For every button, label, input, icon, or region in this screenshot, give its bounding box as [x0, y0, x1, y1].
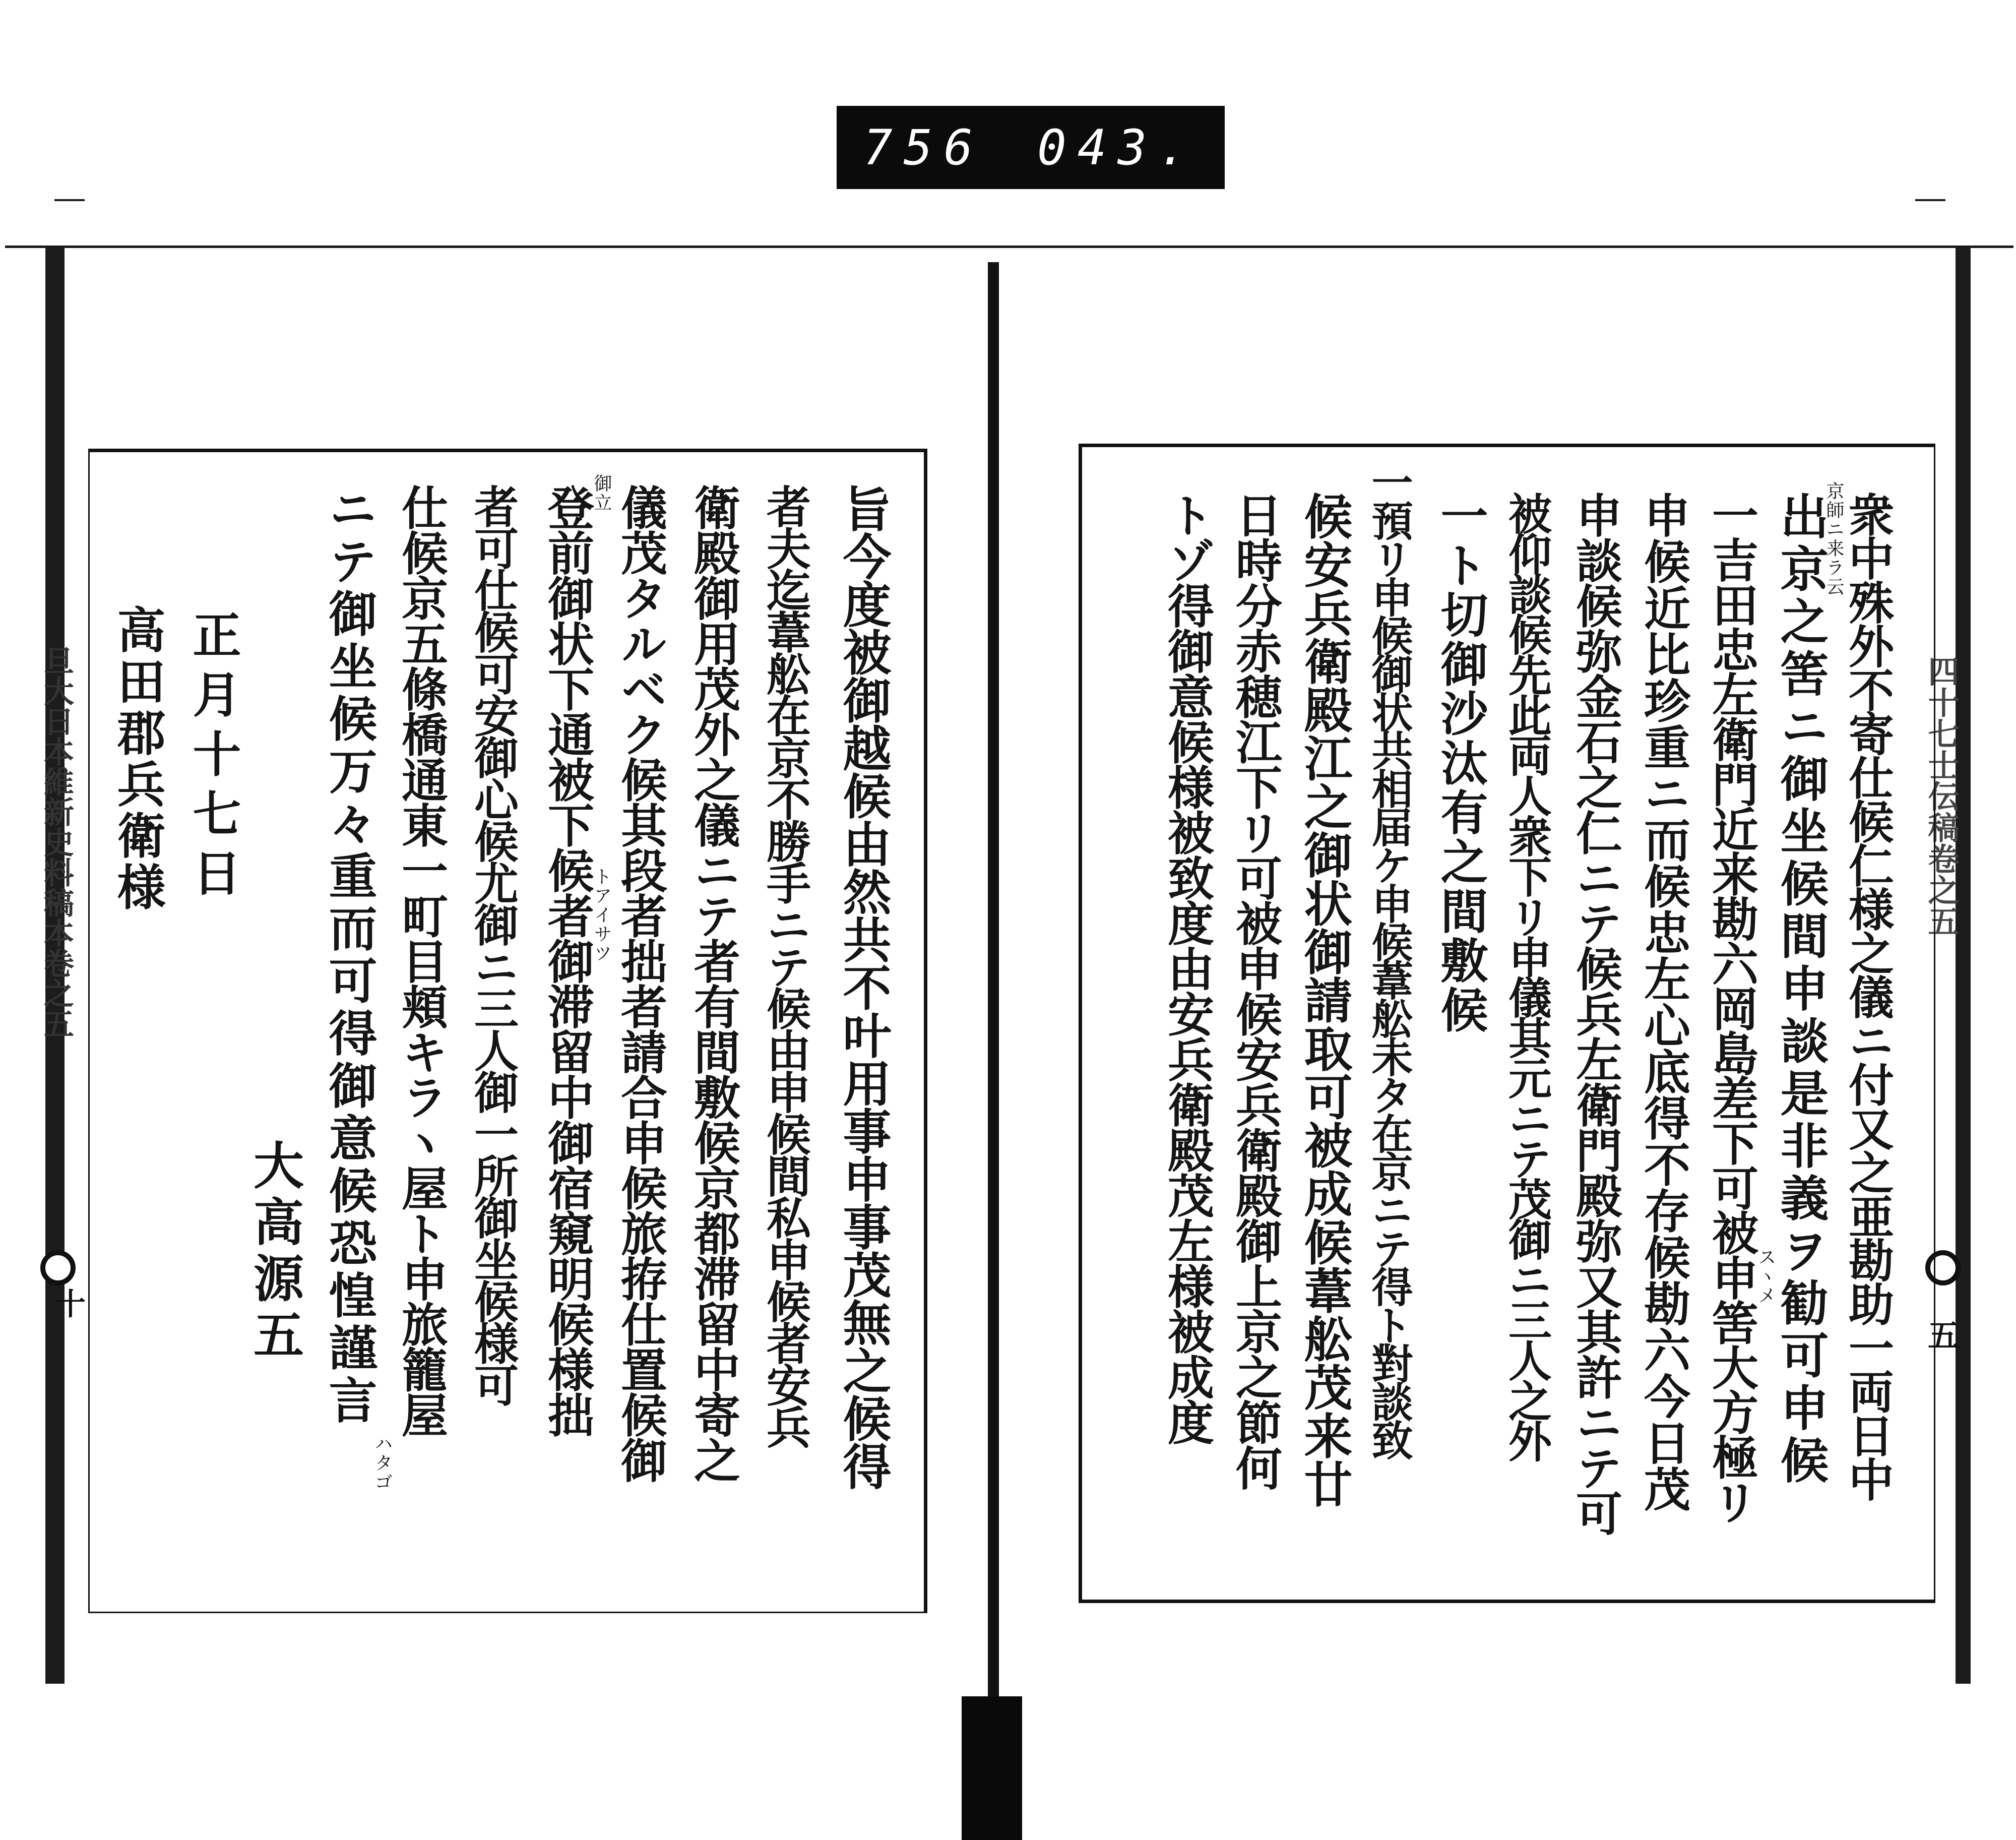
right-col-7: 一ト切御沙汰有之間敷候 — [1432, 492, 1488, 1035]
left-col-6: 者可仕候可安御心候尤御ニ三人御一所御坐候様可 — [467, 484, 520, 1404]
letter-date: 正月十七日 — [185, 610, 242, 907]
right-col-11: トゾ得御意候様被致度由安兵衛殿茂左様被成度 — [1160, 492, 1215, 1444]
left-col-7: 仕候京五條橋通東一町目頬キラヽ屋ト申旅籠屋 — [394, 484, 449, 1437]
top-scan-rule — [5, 246, 2013, 248]
left-margin-mark — [54, 199, 85, 201]
left-col-5: 登前御状下通被下候者御滞留中御宿窺明候様拙 — [540, 484, 595, 1437]
center-spine — [988, 262, 999, 1699]
right-col-10: 日時分赤穂江下リ可被申候安兵衛殿御上京之節何 — [1228, 492, 1283, 1490]
right-spine-label: 四十七士伝稿卷之五 — [1923, 655, 1960, 937]
right-col-2: 出京之筈ニ御坐候間申談是非義ヲ勧可申候 — [1773, 492, 1830, 1488]
left-note-6: トアイサツ — [591, 867, 612, 963]
left-col-3: 衛殿御用茂外之儀ニテ者有間敷候京都滞留中寄之 — [686, 484, 741, 1482]
right-col-5: 申談候弥金石之仁ニテ候兵左衛門殿弥又其許ニテ可 — [1568, 492, 1623, 1535]
left-col-2: 者夫迄葦舩在京不勝手ニテ候由申候間私申候者安兵 — [760, 484, 812, 1446]
frame-id-plate — [837, 106, 1225, 189]
right-col-4: 申候近比珍重ニ而候忠左心底得不存候勘六今日茂 — [1636, 492, 1691, 1512]
frame-id-left: 756 — [863, 119, 984, 176]
right-text-body — [1079, 461, 1935, 1601]
left-note-5: 御立 — [591, 474, 612, 512]
letter-signature: 大高源五 — [245, 1139, 304, 1365]
spine-clamp — [962, 1696, 1022, 1840]
left-text-body — [88, 474, 927, 1608]
right-col-8: 一預リ申候御状共相届ケ申候葦舩未タ在京ニテ得ト對談致 — [1365, 461, 1413, 1457]
left-col-1: 旨今度被御越候由然共不叶用事申事茂無之候得 — [835, 484, 892, 1490]
left-col-4: 儀茂タルベク候其段者拙者請合申候旅拵仕置候御 — [613, 484, 668, 1482]
right-col-9: 候安兵衛殿江之御状御請取可被成候葦舩茂来廿 — [1296, 492, 1353, 1508]
frame-id-right: 043. — [1037, 119, 1199, 176]
right-col-3: 一吉田忠左衛門近来勘六岡島差下可被申筈大方極リ — [1705, 492, 1759, 1523]
right-margin-mark — [1915, 199, 1945, 201]
left-note-7: ハタゴ — [372, 1434, 393, 1492]
right-note-2: 京師ニ来ラ云 — [1823, 481, 1844, 596]
right-note-3: スヽメ — [1755, 1248, 1776, 1305]
right-spine-mark: 五 — [1928, 1317, 1960, 1354]
left-page-edge-label — [41, 645, 72, 1200]
right-col-6: 被仰談候先此両人衆下リ申儀其元ニテ茂御ニ三人之外 — [1501, 492, 1552, 1459]
letter-addressee: 高田郡兵衛様 — [109, 605, 166, 913]
right-col-1: 衆中殊外不寄仕候仁様之儀ニ付又之亜勘助一両日中 — [1841, 492, 1894, 1500]
left-col-8: ニテ御坐候万々重而可得御意候恐惶謹言 — [321, 484, 378, 1428]
left-spine-mark: 十 — [55, 1287, 86, 1322]
left-spine-label: 旦大日本維新史料稿本卷之五 — [39, 645, 74, 1038]
